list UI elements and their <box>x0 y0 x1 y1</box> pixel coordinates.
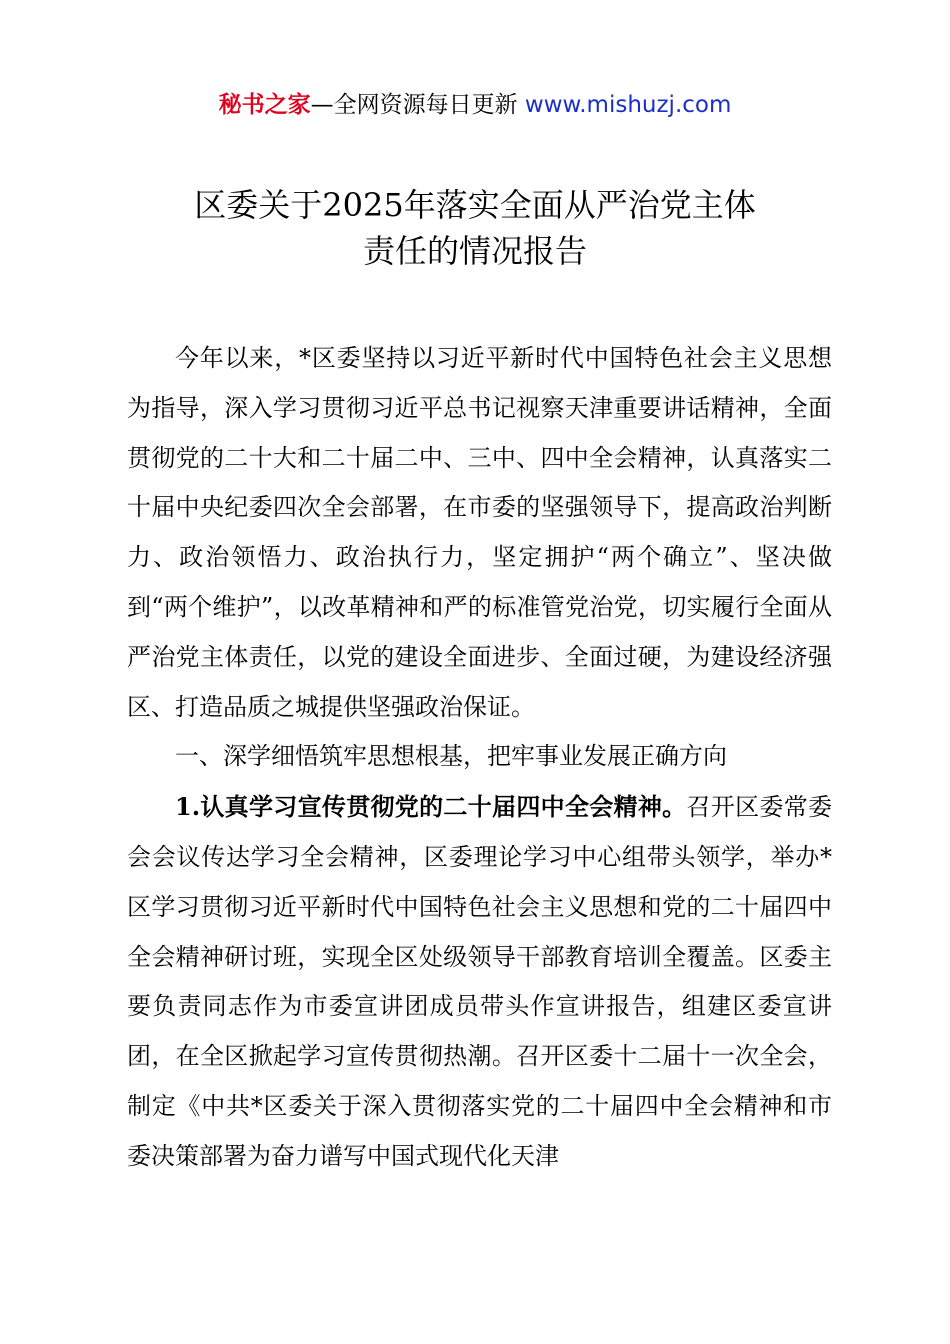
section-1-heading: 一、深学细悟筑牢思想根基，把牢事业发展正确方向 <box>175 742 727 771</box>
document-body <box>127 334 832 1182</box>
site-tagline: —全网资源每日更新 <box>310 92 525 118</box>
item-1-paragraph <box>127 782 832 1181</box>
site-header <box>0 88 950 122</box>
document-title-line-1: 区委关于2025年落实全面从严治党主体 <box>194 186 756 224</box>
document-title <box>0 182 950 274</box>
site-brand: 秘书之家 <box>218 92 311 118</box>
item-1-text: 召开区委常委会会议传达学习全会精神，区委理论学习中心组带头领学，举办*区学习贯彻习近平新时代中国特色社会主义思想和党的二十届四中全会精神研讨班，实现全区处级领导干部教育培训全覆盖。区委主要负责同志作为市委宣讲团成员带头作宣讲报告，组建区委宣讲团，在全区掀起学习宣传贯彻热潮。召开区委十二届十一次全会，制定《中共*区委关于深入贯彻落实党的二十届四中全会精神和市委决策部署为奋力谱写中国式现代化天津 <box>127 793 832 1170</box>
item-1-lead: 1.认真学习宣传贯彻党的二十届四中全会精神。 <box>175 792 687 822</box>
document-title-line-2: 责任的情况报告 <box>362 232 587 270</box>
site-url-link[interactable]: www.mishuzj.com <box>524 92 732 118</box>
intro-paragraph: 今年以来，*区委坚持以习近平新时代中国特色社会主义思想为指导，深入学习贯彻习近平总书记视察天津重要讲话精神，全面贯彻党的二十大和二十届二中、三中、四中全会精神，认真落实二十届中央纪委四次全会部署，在市委的坚强领导下，提高政治判断力、政治领悟力、政治执行力，坚定拥护“两个确立”、坚决做到“两个维护”，以改革精神和严的标准管党治党，切实履行全面从严治党主体责任，以党的建设全面进步、全面过硬，为建设经济强区、打造品质之城提供坚强政治保证。 <box>127 344 832 721</box>
